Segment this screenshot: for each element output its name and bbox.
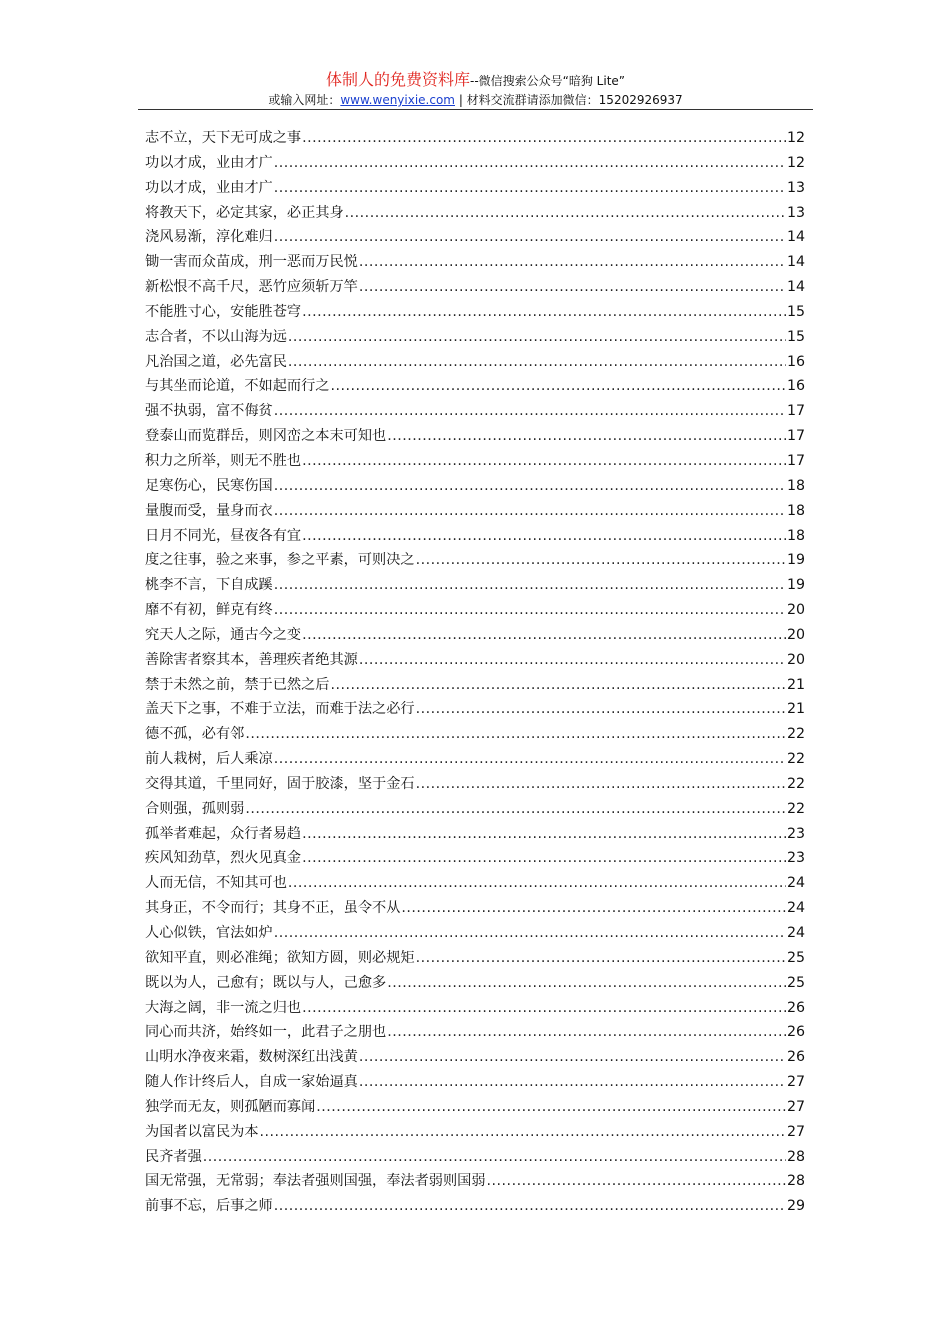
toc-entry-page: 28	[786, 1148, 805, 1165]
toc-dot-leader	[288, 350, 786, 375]
toc-dot-leader	[274, 598, 786, 623]
toc-dot-leader	[274, 399, 786, 424]
toc-entry-page: 27	[786, 1098, 805, 1115]
toc-entry[interactable]	[145, 747, 805, 772]
toc-entry-page: 26	[786, 1049, 805, 1066]
toc-entry-title: 功以才成，业由才广	[145, 154, 273, 171]
toc-entry-title: 疾风知劲草，烈火见真金	[145, 850, 302, 867]
toc-entry-page: 14	[786, 254, 805, 271]
toc-entry-title: 德不孤，必有邻	[145, 726, 245, 743]
toc-dot-leader	[245, 722, 786, 747]
toc-entry-title: 大海之阔，非一流之归也	[145, 999, 302, 1016]
toc-entry-title: 禁于未然之前，禁于已然之后	[145, 676, 330, 693]
toc-entry-title: 合则强，孤则弱	[145, 800, 245, 817]
toc-entry-title: 桃李不言，下自成蹊	[145, 577, 273, 594]
toc-entry[interactable]	[145, 996, 805, 1021]
toc-entry-page: 13	[786, 204, 805, 221]
toc-entry-page: 18	[786, 477, 805, 494]
toc-entry-page: 12	[786, 154, 805, 171]
toc-entry[interactable]	[145, 449, 805, 474]
toc-entry[interactable]	[145, 921, 805, 946]
toc-entry-title: 随人作计终后人，自成一家始逼真	[145, 1074, 358, 1091]
toc-entry[interactable]	[145, 474, 805, 499]
toc-entry-page: 16	[786, 378, 805, 395]
toc-entry-title: 独学而无友，则孤陋而寡闻	[145, 1098, 316, 1115]
toc-entry[interactable]	[145, 623, 805, 648]
toc-dot-leader	[302, 449, 786, 474]
toc-entry[interactable]	[145, 524, 805, 549]
toc-entry[interactable]	[145, 1120, 805, 1145]
toc-entry-page: 23	[786, 825, 805, 842]
toc-entry-page: 22	[786, 775, 805, 792]
toc-dot-leader	[274, 151, 786, 176]
toc-entry-page: 15	[786, 303, 805, 320]
toc-entry-page: 22	[786, 751, 805, 768]
website-link[interactable]: www.wenyixie.com	[340, 93, 455, 107]
toc-entry-title: 民齐者强	[145, 1148, 202, 1165]
toc-dot-leader	[302, 126, 786, 151]
toc-entry-page: 18	[786, 527, 805, 544]
toc-dot-leader	[302, 623, 786, 648]
toc-entry[interactable]	[145, 1020, 805, 1045]
toc-entry-title: 山明水净夜来霜，数树深红出浅黄	[145, 1049, 358, 1066]
toc-entry-page: 20	[786, 626, 805, 643]
toc-entry-title: 新松恨不高千尺，恶竹应须斩万竿	[145, 279, 358, 296]
toc-entry-page: 27	[786, 1123, 805, 1140]
toc-entry-title: 欲知平直，则必准绳；欲知方圆，则必规矩	[145, 949, 415, 966]
toc-entry[interactable]	[145, 424, 805, 449]
toc-entry[interactable]	[145, 275, 805, 300]
toc-dot-leader	[359, 250, 786, 275]
toc-dot-leader	[387, 424, 786, 449]
toc-dot-leader	[387, 1020, 786, 1045]
url-prefix: 或输入网址：	[268, 93, 341, 107]
toc-dot-leader	[359, 648, 786, 673]
toc-entry-page: 14	[786, 229, 805, 246]
toc-entry[interactable]	[145, 896, 805, 921]
toc-entry[interactable]	[145, 225, 805, 250]
toc-dot-leader	[387, 971, 786, 996]
toc-dot-leader	[302, 846, 786, 871]
toc-entry-page: 25	[786, 974, 805, 991]
toc-entry-page: 14	[786, 279, 805, 296]
toc-dot-leader	[416, 946, 786, 971]
toc-entry-title: 登泰山而览群岳，则冈峦之本末可知也	[145, 428, 387, 445]
toc-entry-page: 12	[786, 130, 805, 146]
toc-dot-leader	[274, 573, 786, 598]
toc-dot-leader	[274, 921, 786, 946]
toc-entry-page: 17	[786, 428, 805, 445]
toc-dot-leader	[274, 499, 786, 524]
toc-entry-title: 将教天下，必定其家，必正其身	[145, 204, 344, 221]
toc-entry-page: 28	[786, 1173, 805, 1190]
toc-entry[interactable]	[145, 499, 805, 524]
toc-entry-title: 前事不忘，后事之师	[145, 1198, 273, 1215]
toc-entry-page: 22	[786, 726, 805, 743]
toc-entry[interactable]	[145, 1095, 805, 1120]
toc-entry[interactable]	[145, 1045, 805, 1070]
toc-entry-title: 度之往事，验之来事，参之平素，可则决之	[145, 552, 415, 569]
toc-entry-title: 浇风易渐，淳化难归	[145, 229, 273, 246]
toc-entry[interactable]	[145, 151, 805, 176]
toc-dot-leader	[274, 225, 786, 250]
toc-entry-title: 靡不有初，鲜克有终	[145, 602, 273, 619]
toc-dot-leader	[302, 822, 786, 847]
toc-entry-title: 人心似铁，官法如炉	[145, 925, 273, 941]
toc-entry-title: 积力之所举，则无不胜也	[145, 452, 302, 469]
toc-dot-leader	[260, 1120, 786, 1145]
header-divider	[138, 109, 813, 110]
toc-entry-page: 16	[786, 353, 805, 370]
toc-dot-leader	[330, 673, 785, 698]
toc-entry[interactable]	[145, 673, 805, 698]
toc-entry[interactable]	[145, 300, 805, 325]
toc-entry-title: 前人栽树，后人乘凉	[145, 751, 273, 768]
toc-dot-leader	[330, 374, 785, 399]
toc-entry-page: 24	[786, 925, 805, 941]
toc-dot-leader	[288, 325, 786, 350]
toc-entry-page: 19	[786, 577, 805, 594]
toc-entry-page: 19	[786, 552, 805, 569]
toc-entry-page: 26	[786, 999, 805, 1016]
toc-entry[interactable]	[145, 722, 805, 747]
toc-entry[interactable]	[145, 871, 805, 896]
toc-entry-page: 15	[786, 328, 805, 345]
toc-entry-page: 21	[786, 676, 805, 693]
toc-entry-title: 日月不同光，昼夜各有宜	[145, 527, 302, 544]
toc-dot-leader	[288, 871, 786, 896]
table-of-contents	[145, 126, 805, 1219]
toc-entry-title: 强不执弱，富不侮贫	[145, 403, 273, 420]
toc-entry[interactable]	[145, 399, 805, 424]
toc-dot-leader	[345, 201, 786, 226]
page-header	[138, 70, 813, 109]
toc-dot-leader	[359, 275, 786, 300]
toc-dot-leader	[416, 697, 786, 722]
toc-dot-leader	[274, 176, 786, 201]
toc-entry-title: 为国者以富民为本	[145, 1123, 259, 1140]
toc-entry-title: 盖天下之事，不难于立法，而难于法之必行	[145, 701, 415, 718]
toc-entry[interactable]	[145, 350, 805, 375]
toc-dot-leader	[245, 797, 786, 822]
toc-entry-title: 不能胜寸心，安能胜苍穹	[145, 303, 302, 320]
toc-dot-leader	[416, 548, 786, 573]
toc-entry-title: 与其坐而论道，不如起而行之	[145, 378, 330, 395]
toc-entry-title: 足寒伤心，民寒伤国	[145, 477, 273, 494]
toc-entry[interactable]	[145, 126, 805, 151]
toc-entry[interactable]	[145, 325, 805, 350]
toc-entry[interactable]	[145, 648, 805, 673]
toc-dot-leader	[274, 747, 786, 772]
toc-entry-title: 国无常强，无常弱；奉法者强则国强，奉法者弱则国弱	[145, 1173, 486, 1190]
toc-dot-leader	[274, 1194, 786, 1219]
toc-entry-title: 孤举者难起，众行者易趋	[145, 825, 302, 842]
toc-entry[interactable]	[145, 374, 805, 399]
toc-entry-page: 23	[786, 850, 805, 867]
toc-entry-page: 24	[786, 875, 805, 892]
toc-entry[interactable]	[145, 250, 805, 275]
toc-entry[interactable]	[145, 1169, 805, 1194]
toc-entry[interactable]	[145, 1070, 805, 1095]
toc-entry[interactable]	[145, 598, 805, 623]
toc-entry-title: 志合者，不以山海为远	[145, 328, 287, 345]
toc-entry-title: 善除害者察其本，善理疾者绝其源	[145, 651, 358, 668]
toc-entry-title: 志不立，天下无可成之事	[145, 130, 302, 146]
contact-note: | 材料交流群请添加微信：15202926937	[455, 93, 683, 107]
toc-entry[interactable]	[145, 797, 805, 822]
toc-entry-title: 既以为人，己愈有；既以与人，己愈多	[145, 974, 387, 991]
header-contact-line	[138, 91, 813, 109]
toc-entry[interactable]	[145, 573, 805, 598]
toc-entry-page: 18	[786, 502, 805, 519]
toc-entry-page: 17	[786, 403, 805, 420]
toc-entry[interactable]	[145, 1145, 805, 1170]
toc-entry[interactable]	[145, 772, 805, 797]
toc-entry-page: 26	[786, 1024, 805, 1041]
toc-entry-page: 22	[786, 800, 805, 817]
wechat-note: --微信搜索公众号“暗狗 Lite”	[469, 74, 626, 88]
toc-entry-title: 量腹而受，量身而衣	[145, 502, 273, 519]
toc-entry[interactable]	[145, 946, 805, 971]
toc-entry-page: 20	[786, 602, 805, 619]
brand-title: 体制人的免费资料库	[325, 70, 470, 89]
toc-entry[interactable]	[145, 176, 805, 201]
toc-dot-leader	[416, 772, 786, 797]
toc-dot-leader	[401, 896, 786, 921]
toc-dot-leader	[302, 524, 786, 549]
toc-dot-leader	[316, 1095, 786, 1120]
toc-dot-leader	[203, 1145, 786, 1170]
toc-entry-title: 人而无信，不知其可也	[145, 875, 287, 892]
toc-dot-leader	[302, 996, 786, 1021]
toc-entry-title: 其身正，不令而行；其身不正，虽令不从	[145, 900, 401, 917]
toc-entry-page: 17	[786, 452, 805, 469]
toc-dot-leader	[359, 1070, 786, 1095]
toc-dot-leader	[487, 1169, 786, 1194]
toc-entry[interactable]	[145, 822, 805, 847]
toc-entry-title: 功以才成，业由才广	[145, 179, 273, 196]
toc-entry[interactable]	[145, 846, 805, 871]
toc-dot-leader	[302, 300, 786, 325]
toc-entry-page: 21	[786, 701, 805, 718]
toc-entry-page: 13	[786, 179, 805, 196]
toc-entry[interactable]	[145, 548, 805, 573]
toc-entry-title: 凡治国之道，必先富民	[145, 353, 287, 370]
toc-entry-page: 25	[786, 949, 805, 966]
toc-entry[interactable]	[145, 697, 805, 722]
toc-entry-title: 究天人之际，通古今之变	[145, 626, 302, 643]
toc-entry[interactable]	[145, 971, 805, 996]
toc-entry-page: 27	[786, 1074, 805, 1091]
toc-entry-page: 20	[786, 651, 805, 668]
toc-dot-leader	[274, 474, 786, 499]
toc-entry-title: 锄一害而众苗成，刑一恶而万民悦	[145, 254, 358, 271]
toc-entry-title: 交得其道，千里同好，固于胶漆，坚于金石	[145, 775, 415, 792]
toc-entry-page: 24	[786, 900, 805, 917]
toc-entry-page: 29	[786, 1198, 805, 1215]
toc-dot-leader	[359, 1045, 786, 1070]
header-brand-line	[138, 70, 813, 91]
toc-entry-title: 同心而共济，始终如一，此君子之朋也	[145, 1024, 387, 1041]
toc-entry[interactable]	[145, 1194, 805, 1219]
toc-entry[interactable]	[145, 201, 805, 226]
